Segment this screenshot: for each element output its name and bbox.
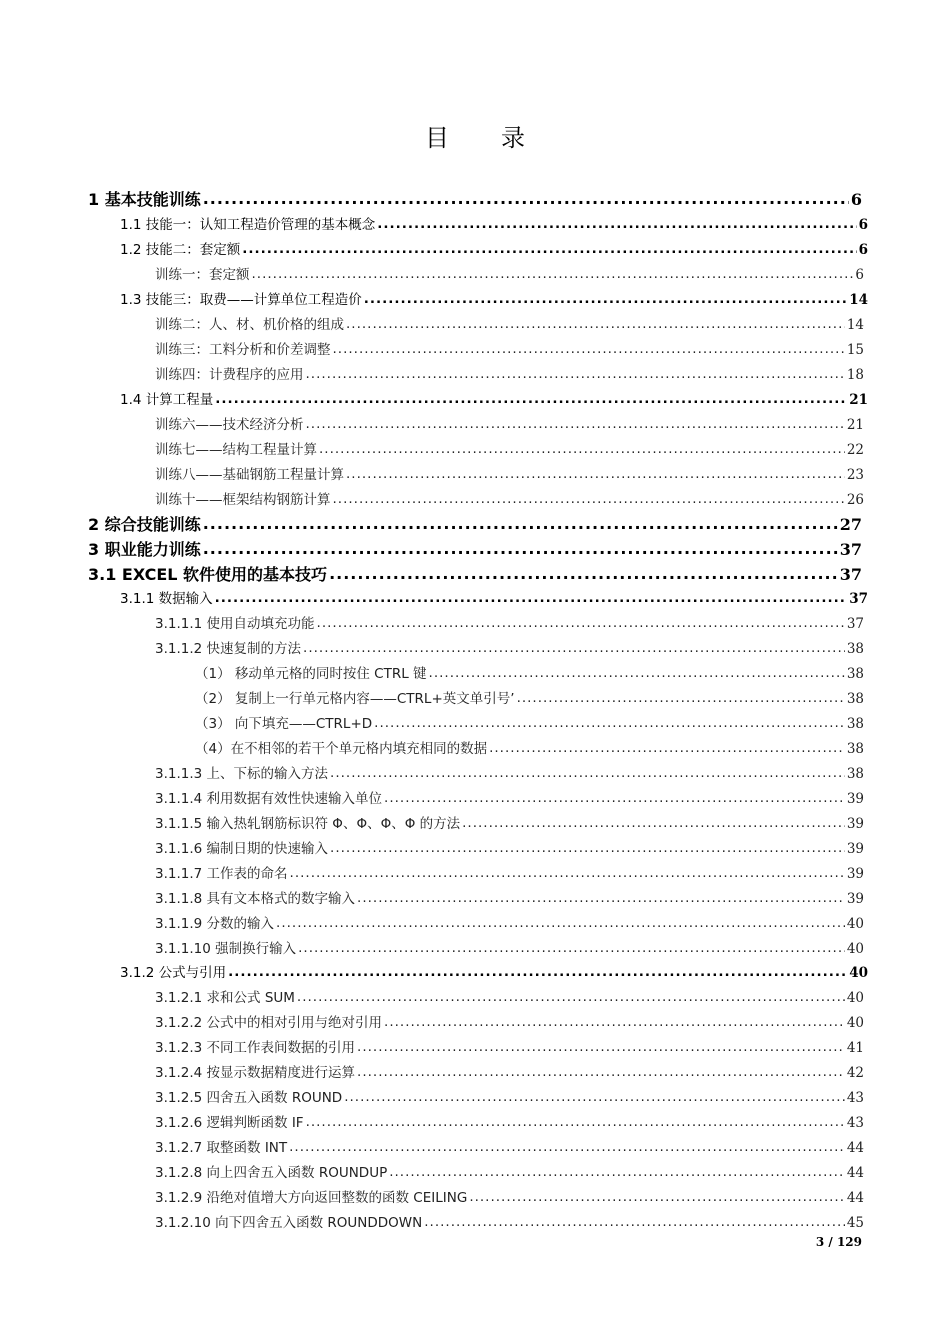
- toc-leader-dots: [517, 690, 845, 706]
- toc-leader-dots: [317, 615, 845, 631]
- toc-entry-label: 3.1.1.2 快速复制的方法: [155, 641, 302, 657]
- toc-entry-label: 训练十——框架结构钢筋计算: [155, 492, 331, 508]
- toc-entry-label: 3.1.2.5 四舍五入函数 ROUND: [155, 1090, 343, 1106]
- toc-entry[interactable]: [155, 787, 864, 807]
- toc-entry-page: 43: [846, 1090, 864, 1106]
- toc-leader-dots: [364, 291, 847, 307]
- toc-leader-dots: [242, 241, 856, 257]
- toc-entry-label: 3.1.2.7 取整函数 INT: [155, 1140, 288, 1156]
- toc-leader-dots: [346, 466, 845, 482]
- toc-leader-dots: [203, 514, 838, 533]
- toc-entry-label: 1.2 技能二：套定额: [120, 242, 241, 258]
- toc-entry-page: 6: [858, 242, 868, 258]
- toc-leader-dots: [377, 216, 856, 232]
- toc-entry[interactable]: [155, 313, 864, 333]
- toc-leader-dots: [357, 1039, 845, 1055]
- toc-entry-page: 26: [846, 492, 864, 508]
- toc-entry-page: 6: [850, 190, 862, 209]
- toc-title-char: 录: [501, 124, 525, 152]
- toc-leader-dots: [306, 1114, 845, 1130]
- toc-entry-label: （4）在不相邻的若干个单元格内填充相同的数据: [195, 741, 488, 757]
- toc-entry[interactable]: [155, 488, 864, 508]
- toc-leader-dots: [462, 815, 845, 831]
- toc-leader-dots: [215, 590, 848, 606]
- toc-entry-page: 39: [846, 866, 864, 882]
- toc-leader-dots: [389, 1164, 845, 1180]
- toc-entry[interactable]: [155, 637, 864, 657]
- toc-entry-label: 3.1.1.8 具有文本格式的数字输入: [155, 891, 356, 907]
- toc-entry[interactable]: [155, 413, 864, 433]
- toc-entry-label: 3.1.2.3 不同工作表间数据的引用: [155, 1040, 356, 1056]
- toc-entry-page: 6: [858, 217, 868, 233]
- toc-leader-dots: [228, 964, 847, 980]
- toc-entry-label: 训练六——技术经济分析: [155, 417, 304, 433]
- toc-entry-page: 15: [846, 342, 864, 358]
- toc-entry[interactable]: [155, 912, 864, 932]
- toc-entry[interactable]: [155, 887, 864, 907]
- toc-entry[interactable]: [120, 587, 868, 607]
- toc-entry-label: （1） 移动单元格的同时按住 CTRL 键: [195, 666, 427, 682]
- toc-entry-page: 38: [846, 666, 864, 682]
- toc-leader-dots: [374, 715, 845, 731]
- toc-entry[interactable]: [155, 338, 864, 358]
- toc-entry[interactable]: [155, 363, 864, 383]
- toc-leader-dots: [306, 366, 845, 382]
- toc-leader-dots: [319, 441, 845, 457]
- toc-entry-page: 40: [846, 990, 864, 1006]
- toc-entry-label: 3 职业能力训练: [88, 540, 201, 559]
- toc-leader-dots: [303, 640, 845, 656]
- toc-leader-dots: [333, 341, 845, 357]
- toc-entry-label: 3.1.1.9 分数的输入: [155, 916, 275, 932]
- toc-entry-page: 38: [846, 766, 864, 782]
- toc-leader-dots: [252, 266, 854, 282]
- toc-leader-dots: [215, 391, 847, 407]
- toc-entry[interactable]: [195, 662, 864, 682]
- toc-leader-dots: [203, 189, 849, 208]
- toc-entry-page: 40: [846, 916, 864, 932]
- toc-entry-label: 1.1 技能一：认知工程造价管理的基本概念: [120, 217, 376, 233]
- toc-entry[interactable]: [155, 1111, 864, 1131]
- toc-entry-label: 训练一：套定额: [155, 267, 250, 283]
- toc-entry[interactable]: [155, 1186, 864, 1206]
- toc-entry-label: 3.1.1.6 编制日期的快速输入: [155, 841, 329, 857]
- toc-leader-dots: [384, 790, 845, 806]
- toc-leader-dots: [357, 1064, 845, 1080]
- toc-entry-label: 3.1.2.8 向上四舍五入函数 ROUNDUP: [155, 1165, 388, 1181]
- toc-entry[interactable]: [155, 762, 864, 782]
- toc-leader-dots: [330, 765, 845, 781]
- toc-entry-page: 40: [846, 1015, 864, 1031]
- toc-entry-page: 44: [846, 1165, 864, 1181]
- toc-entry[interactable]: [155, 862, 864, 882]
- toc-entry[interactable]: [195, 737, 864, 757]
- toc-entry-label: 训练四：计费程序的应用: [155, 367, 304, 383]
- toc-leader-dots: [203, 539, 838, 558]
- toc-title: [0, 118, 950, 153]
- toc-entry-label: 3.1.1.4 利用数据有效性快速输入单位: [155, 791, 383, 807]
- toc-entry-page: 39: [846, 816, 864, 832]
- toc-entry-label: 3.1.2.4 按显示数据精度进行运算: [155, 1065, 356, 1081]
- toc-entry[interactable]: [120, 388, 868, 408]
- toc-leader-dots: [298, 940, 845, 956]
- toc-entry-page: 42: [846, 1065, 864, 1081]
- toc-entry-page: 21: [846, 417, 864, 433]
- toc-entry-page: 23: [846, 467, 864, 483]
- toc-entry-label: 训练八——基础钢筋工程量计算: [155, 467, 344, 483]
- toc-leader-dots: [276, 915, 845, 931]
- toc-leader-dots: [297, 989, 845, 1005]
- toc-entry[interactable]: [155, 1011, 864, 1031]
- toc-leader-dots: [424, 1214, 845, 1230]
- toc-leader-dots: [306, 416, 845, 432]
- toc-entry-label: 3.1.2 公式与引用: [120, 965, 227, 981]
- toc-entry[interactable]: [88, 562, 862, 585]
- toc-entry-page: 14: [849, 292, 868, 308]
- toc-entry-label: 2 综合技能训练: [88, 515, 201, 534]
- toc-entry-page: 21: [849, 392, 868, 408]
- toc-leader-dots: [290, 865, 845, 881]
- toc-entry-label: 3.1 EXCEL 软件使用的基本技巧: [88, 565, 328, 584]
- toc-entry[interactable]: [120, 961, 868, 981]
- toc-entry[interactable]: [195, 687, 864, 707]
- toc-entry[interactable]: [155, 986, 864, 1006]
- toc-entry-page: 44: [846, 1140, 864, 1156]
- toc-entry-label: （2） 复制上一行单元格内容——CTRL+英文单引号’: [195, 691, 515, 707]
- toc-leader-dots: [384, 1014, 845, 1030]
- toc-entry[interactable]: [88, 187, 862, 210]
- toc-entry-page: 40: [849, 965, 868, 981]
- toc-entry-page: 37: [846, 616, 864, 632]
- toc-entry-label: 3.1.1.5 输入热轧钢筋标识符 Φ、Φ、Φ、Φ 的方法: [155, 816, 461, 832]
- toc-entry-label: 3.1.2.1 求和公式 SUM: [155, 990, 295, 1006]
- toc-entry[interactable]: [155, 1061, 864, 1081]
- toc-leader-dots: [329, 564, 838, 583]
- toc-leader-dots: [429, 665, 845, 681]
- toc-entry-page: 22: [846, 442, 864, 458]
- toc-entry[interactable]: [88, 512, 862, 535]
- toc-entry-page: 38: [846, 641, 864, 657]
- toc-entry-page: 41: [846, 1040, 864, 1056]
- toc-entry-page: 43: [846, 1115, 864, 1131]
- toc-entry-label: 1 基本技能训练: [88, 190, 201, 209]
- toc-entry-page: 39: [846, 891, 864, 907]
- toc-entry-label: 1.3 技能三：取费——计算单位工程造价: [120, 292, 362, 308]
- toc-entry-page: 39: [846, 791, 864, 807]
- toc-title-char: 目: [425, 124, 449, 152]
- toc-leader-dots: [357, 890, 845, 906]
- toc-leader-dots: [333, 491, 845, 507]
- toc-entry-label: 1.4 计算工程量: [120, 392, 214, 408]
- toc-leader-dots: [289, 1139, 845, 1155]
- toc-entry-page: 6: [855, 267, 864, 283]
- toc-entry-label: 训练三：工料分析和价差调整: [155, 342, 331, 358]
- toc-entry[interactable]: [155, 612, 864, 632]
- toc-entry-label: 3.1.1.7 工作表的命名: [155, 866, 288, 882]
- toc-entry-page: 45: [846, 1215, 864, 1231]
- toc-entry[interactable]: [155, 463, 864, 483]
- toc-entry-label: 3.1.1 数据输入: [120, 591, 213, 607]
- toc-entry-page: 37: [839, 565, 862, 584]
- toc-entry[interactable]: [195, 712, 864, 732]
- toc-entry-page: 39: [846, 841, 864, 857]
- toc-entry[interactable]: [155, 1036, 864, 1056]
- toc-entry-page: 27: [839, 515, 862, 534]
- toc-entry[interactable]: [88, 537, 862, 560]
- toc-entry[interactable]: [120, 238, 868, 258]
- toc-leader-dots: [489, 740, 845, 756]
- toc-entry-page: 40: [846, 941, 864, 957]
- toc-leader-dots: [469, 1189, 845, 1205]
- toc-entry-label: 3.1.2.6 逻辑判断函数 IF: [155, 1115, 304, 1131]
- toc-entry-label: 3.1.2.10 向下四舍五入函数 ROUNDDOWN: [155, 1215, 423, 1231]
- toc-entry-label: 3.1.1.3 上、下标的输入方法: [155, 766, 329, 782]
- toc-entry-label: （3） 向下填充——CTRL+D: [195, 716, 373, 732]
- toc-entry[interactable]: [120, 213, 868, 233]
- toc-entry[interactable]: [155, 1136, 864, 1156]
- page-number: 3 / 129: [815, 1235, 862, 1249]
- toc-entry-label: 3.1.1.10 强制换行输入: [155, 941, 297, 957]
- toc-entry-page: 38: [846, 691, 864, 707]
- toc-leader-dots: [344, 1089, 845, 1105]
- toc-entry[interactable]: [155, 1211, 864, 1231]
- toc-entry[interactable]: [155, 263, 864, 283]
- toc-entry-page: 44: [846, 1190, 864, 1206]
- toc-entry-page: 37: [849, 591, 868, 607]
- toc-entry-page: 38: [846, 741, 864, 757]
- toc-entry[interactable]: [155, 937, 864, 957]
- toc-entry-label: 3.1.2.9 沿绝对值增大方向返回整数的函数 CEILING: [155, 1190, 468, 1206]
- toc-entry[interactable]: [120, 288, 868, 308]
- toc-entry[interactable]: [155, 812, 864, 832]
- toc-entry[interactable]: [155, 1161, 864, 1181]
- toc-entry-label: 3.1.2.2 公式中的相对引用与绝对引用: [155, 1015, 383, 1031]
- toc-entry-label: 3.1.1.1 使用自动填充功能: [155, 616, 315, 632]
- toc-entry-label: 训练二：人、材、机价格的组成: [155, 317, 344, 333]
- toc-entry-page: 14: [846, 317, 864, 333]
- toc-entry-page: 38: [846, 716, 864, 732]
- toc-leader-dots: [346, 316, 845, 332]
- toc-entry[interactable]: [155, 1086, 864, 1106]
- toc-entry-page: 18: [846, 367, 864, 383]
- toc-entry[interactable]: [155, 837, 864, 857]
- toc-entry-label: 训练七——结构工程量计算: [155, 442, 317, 458]
- toc-leader-dots: [330, 840, 845, 856]
- toc-entry[interactable]: [155, 438, 864, 458]
- toc-entry-page: 37: [839, 540, 862, 559]
